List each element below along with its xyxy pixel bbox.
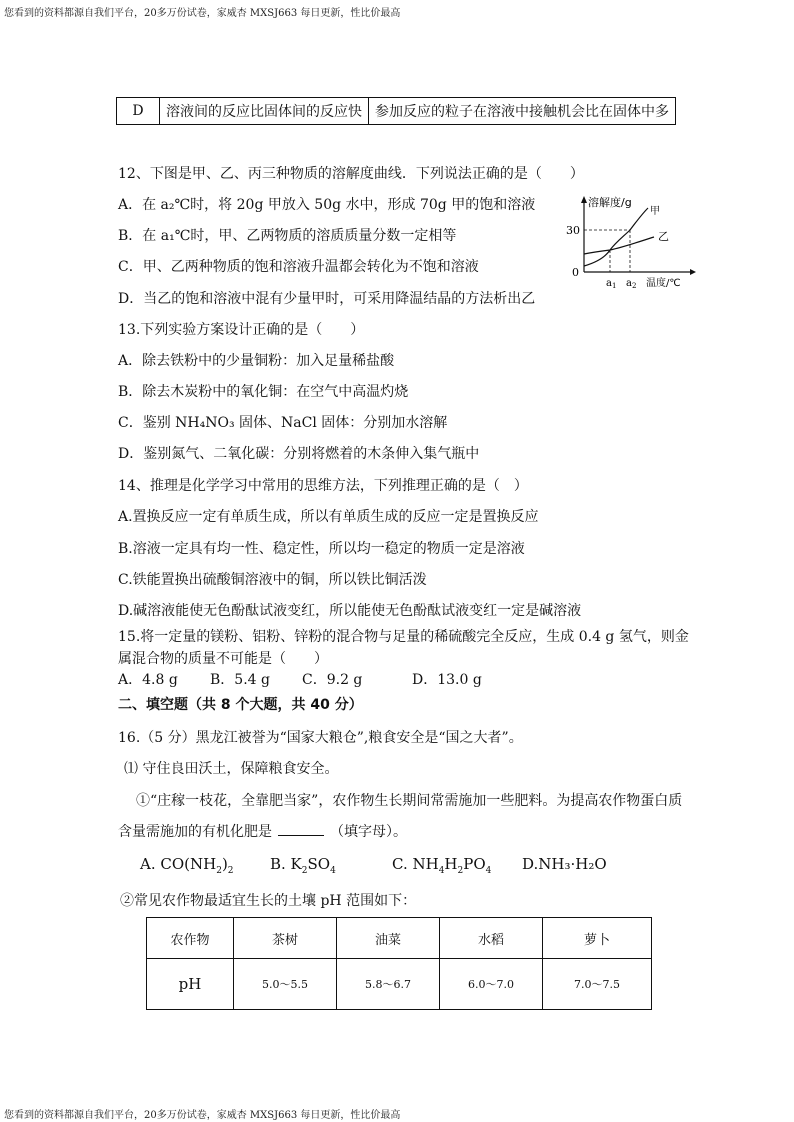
q15-option-c: C．9.2 g: [302, 672, 363, 688]
q14-stem: 14、推理是化学学习中常用的思维方法，下列推理正确的是（ ）: [118, 478, 528, 494]
q12-option-d: D．当乙的饱和溶液中混有少量甲时，可采用降温结晶的方法析出乙: [118, 291, 536, 307]
y-axis-arrow: [581, 196, 587, 203]
q16-part1-line1: ①“庄稼一枝花，全靠肥当家”，农作物生长期间常需施加一些肥料。为提高农作物蛋白质: [136, 793, 683, 809]
ph-table: [146, 917, 652, 1010]
q14-option-c: C.铁能置换出硫酸铜溶液中的铜，所以铁比铜活泼: [118, 572, 427, 588]
ph-header-tea: 茶树: [234, 918, 337, 959]
label-jia: 甲: [650, 206, 660, 217]
tick-a1: $a_1$: [606, 278, 617, 290]
tick-origin: 0: [572, 266, 579, 279]
tick-a2: $a_2$: [626, 278, 637, 290]
q15-stem-line1: 15.将一定量的镁粉、铝粉、锌粉的混合物与足量的稀硫酸完全反应，生成 0.4 g 氢气，则金: [118, 629, 689, 645]
q14-option-b: B.溶液一定具有均一性、稳定性，所以均一稳定的物质一定是溶液: [118, 541, 525, 557]
ph-value-radish: 7.0～7.5: [543, 959, 652, 1010]
q14-option-d: D.碱溶液能使无色酚酞试液变红，所以能使无色酚酞试液变红一定是碱溶液: [118, 603, 582, 619]
q16-part1-suffix: （填字母）。: [330, 824, 407, 840]
q15-options: [118, 669, 482, 689]
q16-fertilizer-options: [140, 855, 607, 876]
q13-option-d: D．鉴别氮气、二氧化碳：分别将燃着的木条伸入集气瓶中: [118, 446, 480, 462]
q13-option-c: C．鉴别 NH₄NO₃ 固体、NaCl 固体：分别加水溶解: [118, 415, 448, 431]
q12-stem: 12、下图是甲、乙、丙三种物质的溶解度曲线．下列说法正确的是（ ）: [118, 166, 584, 182]
table-row: [117, 98, 676, 125]
q13-stem: 13.下列实验方案设计正确的是（ ）: [118, 322, 365, 338]
fertilizer-option-c: C. $NH_4H_2PO_4$: [392, 855, 492, 876]
option-cell: D: [117, 98, 160, 125]
table-row: [147, 959, 652, 1010]
section-title: 二、填空题（共 8 个大题，共 40 分）: [118, 697, 363, 713]
table-row: [147, 918, 652, 959]
ph-value-rapeseed: 5.8～6.7: [337, 959, 440, 1010]
q15-option-d: D．13.0 g: [412, 672, 482, 688]
ph-value-rice: 6.0～7.0: [440, 959, 543, 1010]
ph-header-rice: 水稻: [440, 918, 543, 959]
ph-value-tea: 5.0～5.5: [234, 959, 337, 1010]
solubility-graph: [562, 192, 698, 292]
q13-option-b: B．除去木炭粉中的氧化铜：在空气中高温灼烧: [118, 384, 409, 400]
q16-part1-prefix: 含量需施加的有机化肥是: [118, 824, 272, 840]
fertilizer-option-b: B. $K_2SO_4$: [270, 855, 336, 876]
q16-sub1: ⑴ 守住良田沃土，保障粮食安全。: [124, 761, 339, 777]
x-axis-label: 温度/℃: [646, 278, 681, 289]
page-footer: 您看到的资料都源自我们平台，20多万份试卷，家威杏 MXSJ663 每日更新，性比价最高: [4, 1110, 401, 1121]
ph-header-rapeseed: 油菜: [337, 918, 440, 959]
phenomenon-cell: 溶液间的反应比固体间的反应快: [160, 98, 369, 125]
fertilizer-option-d: D.NH₃·H₂O: [522, 855, 607, 873]
fertilizer-option-a: A. $CO(NH_2)_2$: [140, 855, 234, 876]
tick-30: 30: [566, 224, 580, 237]
x-axis-arrow: [690, 269, 696, 275]
explanation-cell: 参加反应的粒子在溶液中接触机会比在固体中多: [369, 98, 676, 125]
q13-option-a: A．除去铁粉中的少量铜粉：加入足量稀盐酸: [118, 353, 395, 369]
label-yi: 乙: [658, 230, 669, 243]
page-header: 您看到的资料都源自我们平台，20多万份试卷，家威杏 MXSJ663 每日更新，性比价最高: [4, 8, 401, 19]
q12-option-c: C．甲、乙两种物质的饱和溶液升温都会转化为不饱和溶液: [118, 259, 479, 275]
answer-table: [116, 97, 676, 125]
ph-header-radish: 萝卜: [543, 918, 652, 959]
answer-blank[interactable]: [278, 823, 324, 836]
q14-option-a: A.置换反应一定有单质生成，所以有单质生成的反应一定是置换反应: [118, 509, 539, 525]
q16-part1-line2: [118, 821, 407, 841]
q15-stem-line2: 属混合物的质量不可能是（ ）: [118, 651, 328, 667]
ph-header-crop: 农作物: [147, 918, 234, 959]
curve-jia: [584, 208, 648, 266]
q16-part2: ②常见农作物最适宜生长的土壤 pH 范围如下：: [120, 893, 417, 909]
y-axis-label: 溶解度/g: [588, 196, 632, 209]
q12-option-a: A．在 a₂℃时，将 20g 甲放入 50g 水中，形成 70g 甲的饱和溶液: [118, 197, 536, 213]
q15-option-a: A．4.8 g: [118, 672, 178, 688]
q15-option-b: B．5.4 g: [210, 672, 270, 688]
q16-stem: 16.（5 分）黑龙江被誉为“国家大粮仓”,粮食安全是“国之大者”。: [118, 730, 523, 746]
q12-option-b: B．在 a₁℃时，甲、乙两物质的溶质质量分数一定相等: [118, 228, 457, 244]
ph-label: pH: [147, 959, 234, 1010]
